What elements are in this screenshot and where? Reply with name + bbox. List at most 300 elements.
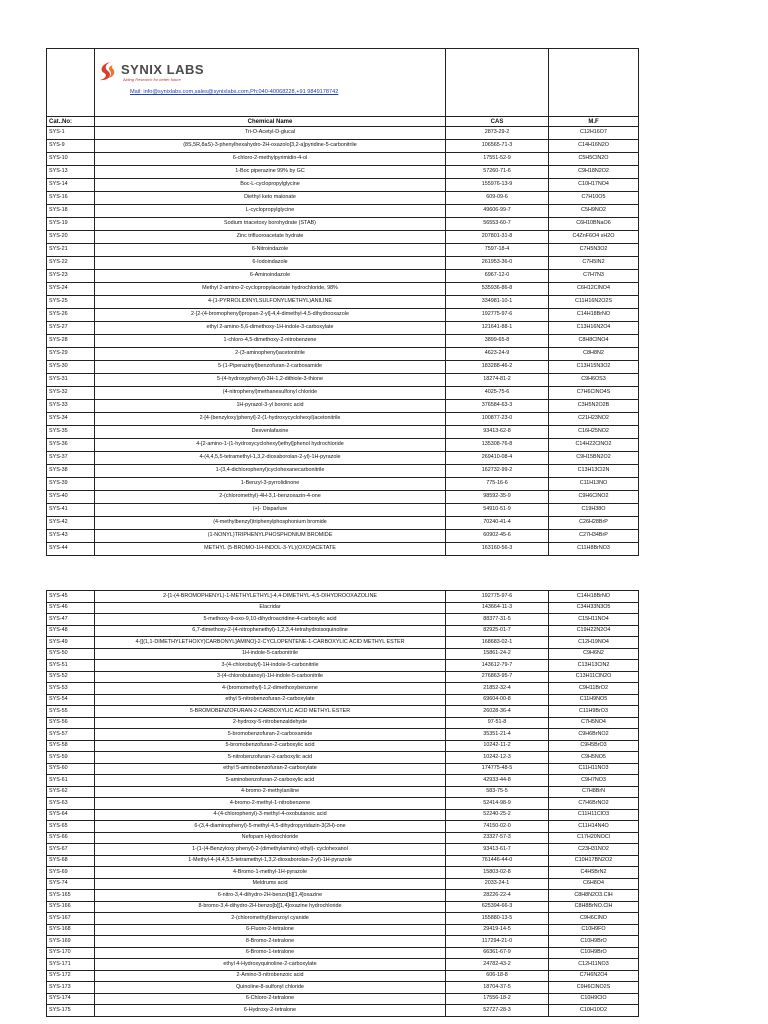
cas-cell: 106565-71-3 xyxy=(446,140,549,153)
col-header-cat-no: Cat..No: xyxy=(47,117,95,127)
mf-cell: C27H34BrP xyxy=(549,530,639,543)
mf-cell: C9H6N2 xyxy=(549,648,639,660)
table-row xyxy=(47,775,639,787)
cat-no-cell: SYS-48 xyxy=(47,625,95,637)
mf-cell: C11H11ClO3 xyxy=(549,809,639,821)
cas-cell: 535936-86-8 xyxy=(446,283,549,296)
chemical-name-cell: 2-[2-(4-bromophenyl)propan-2-yl]-4,4-dimethyl-4,5-dihydrooxazole xyxy=(95,309,446,322)
table-row xyxy=(47,426,639,439)
table-row xyxy=(47,140,639,153)
table-row xyxy=(47,283,639,296)
chemical-name-cell: 2-hydroxy-5-nitrobenzaldehyde xyxy=(95,717,446,729)
catalog-table-1 xyxy=(46,48,639,556)
mf-cell: C7H6BrNO2 xyxy=(549,798,639,810)
cas-cell: 2033-24-1 xyxy=(446,878,549,890)
mf-cell: C10H9FO xyxy=(549,924,639,936)
cat-no-cell: SYS-44 xyxy=(47,543,95,556)
table-row xyxy=(47,832,639,844)
cat-no-cell: SYS-27 xyxy=(47,322,95,335)
cat-no-cell: SYS-41 xyxy=(47,504,95,517)
cat-no-cell: SYS-52 xyxy=(47,671,95,683)
col-header-cas: CAS xyxy=(446,117,549,127)
cat-no-cell: SYS-19 xyxy=(47,218,95,231)
mf-cell: C9H7NO3 xyxy=(549,775,639,787)
table-row xyxy=(47,309,639,322)
chemical-name-cell: 1-Methyl-4-(4,4,5,5-tetramethyl-1,3,2-dioxaborolan-2-yl)-1H-pyrazole xyxy=(95,855,446,867)
chemical-name-cell: 4-(4-chlorophenyl)-3-methyl-4-oxobutanoic acid xyxy=(95,809,446,821)
mf-cell: C8H8N2O3.ClH xyxy=(549,890,639,902)
mf-cell: C14H18BrNO xyxy=(549,591,639,603)
table-row xyxy=(47,683,639,695)
table-row xyxy=(47,947,639,959)
mf-cell: C14H16N2O xyxy=(549,140,639,153)
cat-no-cell: SYS-31 xyxy=(47,374,95,387)
cat-no-cell: SYS-166 xyxy=(47,901,95,913)
synix-logo xyxy=(96,60,206,86)
chemical-name-cell: 2-(3-aminophenyl)acetonitrile xyxy=(95,348,446,361)
mf-cell: C11H14N4O xyxy=(549,821,639,833)
cat-no-cell: SYS-23 xyxy=(47,270,95,283)
table-row xyxy=(47,614,639,626)
chemical-name-cell: 1-(3,4-dichlorophenyl)cyclohexanecarbonitrile xyxy=(95,465,446,478)
chemical-name-cell: 4-Bromo-1-methyl-1H-pyrazole xyxy=(95,867,446,879)
chemical-name-cell: 2-[1-(4-BROMOPHENYL)-1-METHYLETHYL]-4,4-DIMETHYL-4,5-DIHYDROOXAZOLINE xyxy=(95,591,446,603)
table-row xyxy=(47,348,639,361)
table-row xyxy=(47,244,639,257)
chemical-name-cell: ethyl 2-amino-5,6-dimethoxy-1H-indole-3-carboxylate xyxy=(95,322,446,335)
brand-name: SYNIX LABS xyxy=(121,62,205,77)
cas-cell: 117294-21-0 xyxy=(446,936,549,948)
table-row xyxy=(47,706,639,718)
chemical-name-cell: 6-Bromo-1-tetralone xyxy=(95,947,446,959)
mf-cell: C9H11BrO2 xyxy=(549,683,639,695)
mf-cell: C11H9NO5 xyxy=(549,694,639,706)
catalog-table-2 xyxy=(46,590,639,1017)
contact-line[interactable]: Mail: info@synixlabs.com,sales@synixlabs.com,Ph:040-40068228,+91 9849178742 xyxy=(130,89,339,95)
table-row xyxy=(47,993,639,1005)
cat-no-cell: SYS-64 xyxy=(47,809,95,821)
table-row xyxy=(47,257,639,270)
mf-cell: C10H17NO4 xyxy=(549,179,639,192)
chemical-name-cell: 3-(4-chlorobutanoyl)-1H-indole-5-carbonitrile xyxy=(95,671,446,683)
cat-no-cell: SYS-63 xyxy=(47,798,95,810)
mf-cell: C13H13Cl2N xyxy=(549,465,639,478)
table-row xyxy=(47,786,639,798)
cat-no-cell: SYS-29 xyxy=(47,348,95,361)
mf-cell: C7H8BrN xyxy=(549,786,639,798)
cas-cell: 24782-43-2 xyxy=(446,959,549,971)
mf-cell: C7H5N3O2 xyxy=(549,244,639,257)
cat-no-cell: SYS-42 xyxy=(47,517,95,530)
mf-cell: C9H5BrO3 xyxy=(549,740,639,752)
cat-no-cell: SYS-43 xyxy=(47,530,95,543)
chemical-name-cell: 6-Fluoro-2-tetralone xyxy=(95,924,446,936)
mf-cell: C21H23NO2 xyxy=(549,413,639,426)
cas-cell: 376584-63-3 xyxy=(446,400,549,413)
cas-cell: 155880-13-5 xyxy=(446,913,549,925)
cat-no-cell: SYS-39 xyxy=(47,478,95,491)
mf-cell: C11H13NO xyxy=(549,478,639,491)
cas-cell: 121641-88-1 xyxy=(446,322,549,335)
mf-cell: C9H6BrNO2 xyxy=(549,729,639,741)
mf-cell: C13H15N3O2 xyxy=(549,361,639,374)
cat-no-cell: SYS-18 xyxy=(47,205,95,218)
cat-no-cell: SYS-167 xyxy=(47,913,95,925)
chemical-name-cell: 5-(4-hydroxyphenyl)-3H-1,2-dithiole-3-thione xyxy=(95,374,446,387)
cat-no-cell: SYS-20 xyxy=(47,231,95,244)
mf-cell: C34H33N3O5 xyxy=(549,602,639,614)
chemical-name-cell: 4-bromo-2-methylaniline xyxy=(95,786,446,798)
chemical-name-cell: 1H-pyrazol-3-yl boronic acid xyxy=(95,400,446,413)
chemical-name-cell: 8-bromo-3,4-dihydro-2H-benzo[b][1,4]oxazine hydrochloride xyxy=(95,901,446,913)
cat-no-cell: SYS-22 xyxy=(47,257,95,270)
table-row xyxy=(47,637,639,649)
cat-no-cell: SYS-56 xyxy=(47,717,95,729)
cat-no-cell: SYS-45 xyxy=(47,591,95,603)
table-row xyxy=(47,844,639,856)
cat-no-cell: SYS-9 xyxy=(47,140,95,153)
chemical-name-cell: 2-(chloromethyl)-4H-3,1-benzoxazin-4-one xyxy=(95,491,446,504)
table-row xyxy=(47,543,639,556)
table-row xyxy=(47,530,639,543)
cas-cell: 23327-57-3 xyxy=(446,832,549,844)
cas-cell: 775-16-6 xyxy=(446,478,549,491)
cat-no-cell: SYS-61 xyxy=(47,775,95,787)
chemical-name-cell: Zinc trifluoroacetate hydrate xyxy=(95,231,446,244)
mf-cell: C19H22N2O4 xyxy=(549,625,639,637)
table-row xyxy=(47,179,639,192)
cas-cell: 52414-98-9 xyxy=(446,798,549,810)
cat-no-cell: SYS-24 xyxy=(47,283,95,296)
cat-no-cell: SYS-62 xyxy=(47,786,95,798)
chemical-name-cell: ethyl 4-Hydroxyquinoline-2-carboxylate xyxy=(95,959,446,971)
col-header-mf: M.F xyxy=(549,117,639,127)
mf-cell: C6H12ClNO4 xyxy=(549,283,639,296)
cat-no-cell: SYS-65 xyxy=(47,821,95,833)
cat-no-cell: SYS-74 xyxy=(47,878,95,890)
table-row xyxy=(47,296,639,309)
cas-cell: 276863-95-7 xyxy=(446,671,549,683)
cat-no-cell: SYS-37 xyxy=(47,452,95,465)
table-row xyxy=(47,602,639,614)
mf-cell: C23H31NO2 xyxy=(549,844,639,856)
chemical-name-cell: 6-Chloro-2-tetralone xyxy=(95,993,446,1005)
cat-no-cell: SYS-171 xyxy=(47,959,95,971)
chemical-name-cell: 5-nitrobenzofuran-2-carboxylic acid xyxy=(95,752,446,764)
cas-cell: 192775-97-6 xyxy=(446,591,549,603)
cas-cell: 54910-51-9 xyxy=(446,504,549,517)
cas-cell: 93413-61-7 xyxy=(446,844,549,856)
mf-cell: C12H19NO4 xyxy=(549,637,639,649)
table-row xyxy=(47,913,639,925)
chemical-name-cell: Nefopam Hydrochloride xyxy=(95,832,446,844)
table-row xyxy=(47,374,639,387)
cat-no-cell: SYS-47 xyxy=(47,614,95,626)
table-row xyxy=(47,821,639,833)
mf-cell: C10H9BrO xyxy=(549,936,639,948)
mf-cell: C13H11ClN2O xyxy=(549,671,639,683)
table-row xyxy=(47,740,639,752)
table-row xyxy=(47,517,639,530)
chemical-name-cell: 5-BROMOBENZOFURAN-2-CARBOXYLIC ACID METHYL ESTER xyxy=(95,706,446,718)
cas-cell: 28226-22-4 xyxy=(446,890,549,902)
cas-cell: 207801-31-8 xyxy=(446,231,549,244)
cas-cell: 17551-52-9 xyxy=(446,153,549,166)
cat-no-cell: SYS-168 xyxy=(47,924,95,936)
mf-cell: C12H11NO3 xyxy=(549,959,639,971)
chemical-name-cell: 1-chloro-4,5-dimethoxy-2-nitrobenzene xyxy=(95,335,446,348)
cas-cell: 97-51-8 xyxy=(446,717,549,729)
cas-cell: 135308-76-8 xyxy=(446,439,549,452)
chemical-name-cell: 6,7-dimethoxy-2-(4-nitrophenethyl)-1,2,3,4-tetrahydroisoquinoline xyxy=(95,625,446,637)
table-row xyxy=(47,491,639,504)
mf-cell: C10H10O2 xyxy=(549,1005,639,1017)
table-row xyxy=(47,192,639,205)
table-row xyxy=(47,648,639,660)
mf-cell: C4ZnF6O4 xH2O xyxy=(549,231,639,244)
chemical-name-cell: 2-(chloromethyl)benzoyl cyanide xyxy=(95,913,446,925)
mf-cell: C6H8O4 xyxy=(549,878,639,890)
mf-cell: C11H11NO3 xyxy=(549,763,639,775)
mf-cell: C15H11NO4 xyxy=(549,614,639,626)
chemical-name-cell: 4-[[(1,1-DIMETHYLETHOXY)CARBONYL]AMINO]-2-CYCLOPENTENE-1-CARBOXYLIC ACID METHYL ESTER xyxy=(95,637,446,649)
cas-cell: 10242-11-2 xyxy=(446,740,549,752)
table-row xyxy=(47,504,639,517)
cas-cell: 174775-48-5 xyxy=(446,763,549,775)
chemical-name-cell: Tri-O-Acetyl-D-glucal xyxy=(95,127,446,140)
cat-no-cell: SYS-54 xyxy=(47,694,95,706)
table-row xyxy=(47,413,639,426)
table-row xyxy=(47,591,639,603)
cas-cell: 162732-99-2 xyxy=(446,465,549,478)
cas-cell: 88377-31-5 xyxy=(446,614,549,626)
mf-cell: C9H5NO5 xyxy=(549,752,639,764)
chemical-name-cell: (+)- Disparlure xyxy=(95,504,446,517)
table-row xyxy=(47,387,639,400)
mf-cell: C11H16N2O2S xyxy=(549,296,639,309)
cat-no-cell: SYS-40 xyxy=(47,491,95,504)
cas-cell: 183288-46-2 xyxy=(446,361,549,374)
cat-no-cell: SYS-59 xyxy=(47,752,95,764)
cas-cell: 82925-01-7 xyxy=(446,625,549,637)
table-row xyxy=(47,694,639,706)
cat-no-cell: SYS-66 xyxy=(47,832,95,844)
table-row xyxy=(47,936,639,948)
cas-cell: 6967-12-0 xyxy=(446,270,549,283)
table-row xyxy=(47,924,639,936)
cat-no-cell: SYS-165 xyxy=(47,890,95,902)
table-row xyxy=(47,855,639,867)
chemical-name-cell: 1-Benzyl-3-pyrrolidinone xyxy=(95,478,446,491)
mf-cell: C9H6ClNO2 xyxy=(549,491,639,504)
table-row xyxy=(47,729,639,741)
chemical-name-cell: 2-[4-(benzyloxy)phenyl]-2-(1-hydroxycyclohexyl)acetonitrile xyxy=(95,413,446,426)
chemical-name-cell: (1-NONYL)TRIPHENYLPHOSPHONIUM BROMIDE xyxy=(95,530,446,543)
chemical-name-cell: 4-[2-amino-1-(1-hydroxycyclohexyl)ethyl]phenol hydrochloride xyxy=(95,439,446,452)
cas-cell: 15803-02-8 xyxy=(446,867,549,879)
table-row xyxy=(47,153,639,166)
mf-cell: C3H5N2O2B xyxy=(549,400,639,413)
cat-no-cell: SYS-36 xyxy=(47,439,95,452)
chemical-name-cell: 4-(bromomethyl)-1,2-dimethoxybenzene xyxy=(95,683,446,695)
cat-no-cell: SYS-1 xyxy=(47,127,95,140)
chemical-name-cell: 5-bromobenzofuran-2-carboxamide xyxy=(95,729,446,741)
cas-cell: 761446-44-0 xyxy=(446,855,549,867)
chemical-name-cell: 6-Aminoindazole xyxy=(95,270,446,283)
cas-cell: 70240-41-4 xyxy=(446,517,549,530)
cat-no-cell: SYS-33 xyxy=(47,400,95,413)
mf-cell: C6H10BNaO6 xyxy=(549,218,639,231)
table-row xyxy=(47,400,639,413)
cas-cell: 60902-45-6 xyxy=(446,530,549,543)
chemical-name-cell: Meldrums acid xyxy=(95,878,446,890)
table-row xyxy=(47,752,639,764)
table-row xyxy=(47,452,639,465)
cat-no-cell: SYS-16 xyxy=(47,192,95,205)
cat-no-cell: SYS-35 xyxy=(47,426,95,439)
cat-no-cell: SYS-175 xyxy=(47,1005,95,1017)
cat-no-cell: SYS-58 xyxy=(47,740,95,752)
chemical-name-cell: 5-(1-Piperazinyl)benzofuran-2-carboxamide xyxy=(95,361,446,374)
table-row xyxy=(47,671,639,683)
cat-no-cell: SYS-26 xyxy=(47,309,95,322)
chemical-name-cell: 6-Nitroindazole xyxy=(95,244,446,257)
cas-cell: 74150-02-0 xyxy=(446,821,549,833)
table-row xyxy=(47,901,639,913)
cat-no-cell: SYS-57 xyxy=(47,729,95,741)
chemical-name-cell: Sodium triacetoxy borohydrate (STAB) xyxy=(95,218,446,231)
mf-cell: C9H6ClNO2S xyxy=(549,982,639,994)
cas-cell: 29419-14-5 xyxy=(446,924,549,936)
cas-cell: 10242-12-3 xyxy=(446,752,549,764)
cas-cell: 2873-29-2 xyxy=(446,127,549,140)
table-row xyxy=(47,878,639,890)
chemical-name-cell: Diethyl keto malonate xyxy=(95,192,446,205)
chemical-name-cell: 2-Amino-3-nitrobenzoic acid xyxy=(95,970,446,982)
chemical-name-cell: 6-Iodoindazole xyxy=(95,257,446,270)
cas-cell: 56553-60-7 xyxy=(446,218,549,231)
table-row xyxy=(47,361,639,374)
cat-no-cell: SYS-173 xyxy=(47,982,95,994)
chemical-name-cell: (4-nitrophenyl)methanesulfonyl chloride xyxy=(95,387,446,400)
mf-cell: C12H16O7 xyxy=(549,127,639,140)
cat-no-cell: SYS-60 xyxy=(47,763,95,775)
cat-no-cell: SYS-25 xyxy=(47,296,95,309)
cas-cell: 49606-99-7 xyxy=(446,205,549,218)
mf-cell: C9H6ClNO xyxy=(549,913,639,925)
mf-cell: C16H25NO2 xyxy=(549,426,639,439)
cat-no-cell: SYS-67 xyxy=(47,844,95,856)
cat-no-cell: SYS-30 xyxy=(47,361,95,374)
cas-cell: 57260-71-6 xyxy=(446,166,549,179)
mf-cell: C7H5IN2 xyxy=(549,257,639,270)
chemical-name-cell: 8-Bromo-2-tetralone xyxy=(95,936,446,948)
mf-cell: C7H7N3 xyxy=(549,270,639,283)
mf-cell: C10H17BN2O2 xyxy=(549,855,639,867)
mf-cell: C5H9NO2 xyxy=(549,205,639,218)
mf-cell: C17H20NOCl xyxy=(549,832,639,844)
cas-cell: 26028-36-4 xyxy=(446,706,549,718)
table-row xyxy=(47,439,639,452)
cas-cell: 69604-00-8 xyxy=(446,694,549,706)
chemical-name-cell: 6-chloro-2-methylpyrimidin-4-ol xyxy=(95,153,446,166)
table-row xyxy=(47,270,639,283)
cat-no-cell: SYS-172 xyxy=(47,970,95,982)
chemical-name-cell: 6-(3,4-diaminophenyl)-5-methyl-4,5-dihydropyridazin-3(2H)-one xyxy=(95,821,446,833)
table-row xyxy=(47,717,639,729)
cas-cell: 52240-25-2 xyxy=(446,809,549,821)
mf-cell: C8H8N2 xyxy=(549,348,639,361)
mf-cell: C7H5NO4 xyxy=(549,717,639,729)
cas-cell: 52727-28-3 xyxy=(446,1005,549,1017)
chemical-name-cell: Desvenlafaxine xyxy=(95,426,446,439)
chemical-name-cell: Methyl 2-amino-2-cyclopropylacetate hydrochloride, 98% xyxy=(95,283,446,296)
chemical-name-cell: 5-methoxy-9-oxo-9,10-dihydroacridine-4-carboxylic acid xyxy=(95,614,446,626)
cas-cell: 143612-79-7 xyxy=(446,660,549,672)
cat-no-cell: SYS-34 xyxy=(47,413,95,426)
mf-cell: C8H8BrNO.ClH xyxy=(549,901,639,913)
table-row xyxy=(47,322,639,335)
mf-cell: C11H8BrNO3 xyxy=(549,543,639,556)
cat-no-cell: SYS-170 xyxy=(47,947,95,959)
mf-cell: C14H18BrNO xyxy=(549,309,639,322)
table-row xyxy=(47,205,639,218)
cas-cell: 609-09-6 xyxy=(446,192,549,205)
chemical-name-cell: Boc-L-cyclopropylglycine xyxy=(95,179,446,192)
cat-no-cell: SYS-49 xyxy=(47,637,95,649)
cas-cell: 100877-23-0 xyxy=(446,413,549,426)
synix-logo-icon xyxy=(96,60,118,82)
chemical-name-cell: 1-Boc piperazine 99% by GC xyxy=(95,166,446,179)
cat-no-cell: SYS-14 xyxy=(47,179,95,192)
mf-cell: C4H5BrN2 xyxy=(549,867,639,879)
table-row xyxy=(47,231,639,244)
cas-cell: 583-75-5 xyxy=(446,786,549,798)
cas-cell: 18274-81-2 xyxy=(446,374,549,387)
chemical-name-cell: Quinoline-8-sulfonyl chloride xyxy=(95,982,446,994)
chemical-name-cell: (8S,5R,8aS)-3-phenylhexahydro-2H-oxazolo[3,2-a]pyridine-5-carbonitrile xyxy=(95,140,446,153)
cas-cell: 143664-11-3 xyxy=(446,602,549,614)
cas-cell: 261953-36-0 xyxy=(446,257,549,270)
col-header-chemical-name: Chemical Name xyxy=(95,117,446,127)
cas-cell: 269410-08-4 xyxy=(446,452,549,465)
chemical-name-cell: 4-(1-PYRROLIDINYLSULFONYLMETHYL)ANILINE xyxy=(95,296,446,309)
table-row xyxy=(47,218,639,231)
chemical-name-cell: METHYL (5-BROMO-1H-INDOL-3-YL)(OXO)ACETATE xyxy=(95,543,446,556)
table-row xyxy=(47,798,639,810)
cat-no-cell: SYS-51 xyxy=(47,660,95,672)
cat-no-cell: SYS-169 xyxy=(47,936,95,948)
chemical-name-cell: ethyl 5-nitrobenzofuran-2-carboxylate xyxy=(95,694,446,706)
chemical-name-cell: 6-nitro-3,4-dihydro-2H-benzo[b][1,4]oxazine xyxy=(95,890,446,902)
mf-cell: C10H9ClO xyxy=(549,993,639,1005)
table-row xyxy=(47,970,639,982)
table-row xyxy=(47,809,639,821)
cas-cell: 66361-67-9 xyxy=(446,947,549,959)
cat-no-cell: SYS-13 xyxy=(47,166,95,179)
cat-no-cell: SYS-28 xyxy=(47,335,95,348)
table-row xyxy=(47,465,639,478)
mf-cell: C14H22ClNO2 xyxy=(549,439,639,452)
chemical-name-cell: 5-bromobenzofuran-2-carboxylic acid xyxy=(95,740,446,752)
chemical-name-cell: 4-(4,4,5,5-tetramethyl-1,3,2-dioxaborolan-2-yl)-1H-pyrazole xyxy=(95,452,446,465)
cas-cell: 625394-66-3 xyxy=(446,901,549,913)
table-row xyxy=(47,335,639,348)
cas-cell: 7597-18-4 xyxy=(446,244,549,257)
mf-cell: C26H28BrP xyxy=(549,517,639,530)
mf-cell: C11H9BrO3 xyxy=(549,706,639,718)
chemical-name-cell: (4-methylbenzyl)triphenylphosphonium bromide xyxy=(95,517,446,530)
